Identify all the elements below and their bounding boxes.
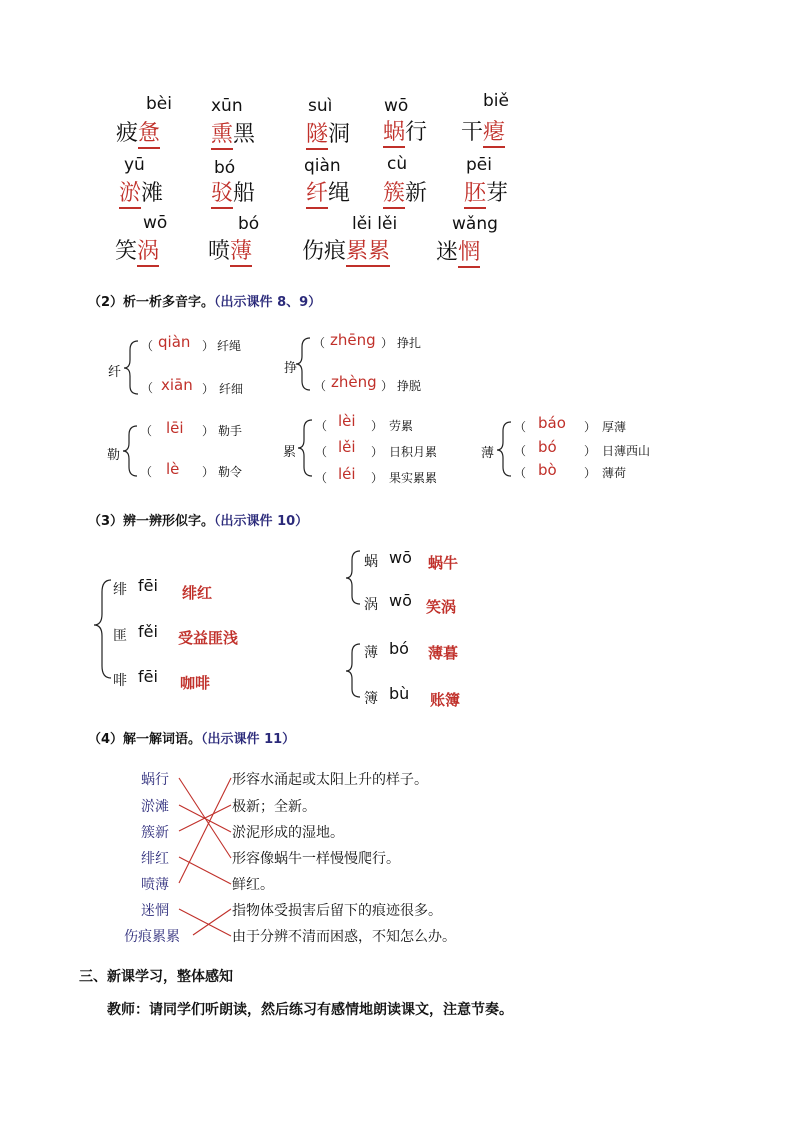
word: 薄荷 bbox=[602, 466, 627, 480]
similar-char: 匪 bbox=[113, 628, 127, 644]
brace bbox=[123, 426, 137, 476]
paren: （ bbox=[514, 466, 527, 480]
example-word: 受益匪浅 bbox=[178, 629, 239, 647]
term: 淤滩 bbox=[141, 799, 169, 815]
similar-char: 涡 bbox=[364, 597, 378, 613]
brace bbox=[346, 551, 360, 604]
pinyin: yū bbox=[124, 155, 145, 175]
pinyin: lēi bbox=[166, 419, 184, 437]
pinyin: wō bbox=[389, 591, 412, 610]
matching-lines bbox=[179, 778, 231, 936]
definition: 形容像蜗牛一样慢慢爬行。 bbox=[232, 851, 400, 867]
pinyin: wō bbox=[389, 548, 412, 567]
word: 驳船 bbox=[211, 176, 255, 207]
match-line bbox=[193, 909, 231, 935]
word: 纤绳 bbox=[306, 176, 350, 207]
definition: 由于分辨不清而困惑，不知怎么办。 bbox=[232, 929, 456, 945]
word: 勒令 bbox=[218, 465, 243, 479]
paren: （ bbox=[140, 424, 153, 438]
match-line bbox=[179, 909, 231, 936]
pinyin: lèi bbox=[338, 412, 356, 430]
paren: （ bbox=[141, 339, 154, 353]
word: 果实累累 bbox=[389, 471, 438, 485]
paragraph: 教师：请同学们听朗读，然后练习有感情地朗读课文，注意节奏。 bbox=[107, 1002, 513, 1018]
definition: 极新；全新。 bbox=[232, 799, 316, 815]
word: 纤绳 bbox=[217, 339, 242, 353]
section-heading: 三、新课学习，整体感知 bbox=[79, 969, 233, 985]
word: 厚薄 bbox=[602, 420, 627, 434]
paren: （ bbox=[313, 336, 326, 350]
example-word: 笑涡 bbox=[426, 598, 457, 616]
brace bbox=[94, 580, 111, 678]
word: 疲惫 bbox=[116, 116, 160, 147]
brace bbox=[296, 338, 310, 390]
pinyin: xūn bbox=[211, 96, 243, 116]
paren: ） bbox=[584, 420, 597, 434]
pinyin: biě bbox=[483, 91, 509, 111]
section-heading: （4）解一解词语。（出示课件 11） bbox=[88, 732, 296, 747]
brace bbox=[298, 420, 312, 476]
paren: （ bbox=[141, 381, 154, 395]
paren: （ bbox=[315, 419, 328, 433]
pinyin: bó bbox=[389, 639, 409, 658]
pinyin: pēi bbox=[466, 155, 492, 175]
paren: （ bbox=[140, 465, 153, 479]
pinyin: bù bbox=[389, 684, 410, 703]
pinyin: lè bbox=[166, 460, 180, 478]
pinyin: wǎng bbox=[452, 214, 498, 234]
term: 簇新 bbox=[141, 825, 169, 841]
brace bbox=[124, 341, 138, 394]
word: 日薄西山 bbox=[602, 444, 651, 458]
pinyin: bó bbox=[538, 438, 557, 456]
similar-char: 薄 bbox=[364, 645, 378, 661]
example-word: 薄暮 bbox=[428, 644, 459, 662]
paren: ） bbox=[202, 424, 215, 438]
pinyin: bèi bbox=[146, 94, 172, 114]
brace bbox=[346, 644, 360, 697]
word: 劳累 bbox=[389, 419, 414, 433]
pinyin: wō bbox=[384, 96, 409, 116]
paren: ） bbox=[584, 444, 597, 458]
example-word: 蜗牛 bbox=[428, 554, 459, 572]
paren: ） bbox=[371, 471, 384, 485]
pinyin: xiān bbox=[161, 376, 193, 394]
poly-char: 薄 bbox=[481, 446, 495, 461]
pinyin: lěi bbox=[338, 438, 356, 456]
word: 纤细 bbox=[219, 382, 244, 396]
word: 挣扎 bbox=[397, 336, 422, 350]
pinyin: qiàn bbox=[304, 156, 341, 176]
paren: （ bbox=[315, 445, 328, 459]
pinyin: wō bbox=[143, 213, 168, 233]
match-line bbox=[179, 778, 231, 883]
pinyin: fēi bbox=[138, 576, 158, 595]
poly-char: 纤 bbox=[108, 365, 122, 380]
pinyin: qiàn bbox=[158, 333, 191, 351]
word: 蜗行 bbox=[383, 115, 427, 146]
paren: ） bbox=[371, 419, 384, 433]
word: 日积月累 bbox=[389, 445, 438, 459]
paren: ） bbox=[381, 336, 394, 350]
word: 挣脱 bbox=[397, 379, 422, 393]
similar-char: 簿 bbox=[364, 691, 378, 707]
word: 熏黑 bbox=[211, 117, 255, 148]
pinyin: zhèng bbox=[331, 373, 377, 391]
brace bbox=[497, 422, 511, 476]
poly-char: 挣 bbox=[284, 361, 298, 376]
example-word: 咖啡 bbox=[180, 674, 211, 692]
example-word: 绯红 bbox=[182, 584, 213, 602]
word: 簇新 bbox=[383, 176, 427, 207]
paren: ） bbox=[371, 445, 384, 459]
paren: （ bbox=[314, 379, 327, 393]
poly-char: 累 bbox=[283, 445, 297, 460]
section-heading: （3）辨一辨形似字。（出示课件 10） bbox=[88, 514, 309, 529]
match-line bbox=[179, 857, 231, 884]
definition: 指物体受损害后留下的痕迹很多。 bbox=[232, 903, 442, 919]
word: 干瘪 bbox=[461, 115, 505, 146]
definition: 鲜红。 bbox=[232, 877, 274, 893]
term: 伤痕累累 bbox=[124, 929, 180, 945]
braces bbox=[94, 338, 511, 697]
pinyin: báo bbox=[538, 414, 566, 432]
pinyin: léi bbox=[338, 465, 356, 483]
similar-char: 蜗 bbox=[364, 554, 378, 570]
paren: ） bbox=[381, 379, 394, 393]
word: 胚芽 bbox=[464, 176, 508, 207]
term: 绯红 bbox=[141, 851, 169, 867]
pinyin: bó bbox=[238, 214, 260, 234]
paren: （ bbox=[514, 420, 527, 434]
pinyin: zhēng bbox=[330, 331, 376, 349]
term: 喷薄 bbox=[141, 877, 169, 893]
pinyin: lěi lěi bbox=[352, 214, 398, 234]
definition: 淤泥形成的湿地。 bbox=[232, 825, 344, 841]
word: 隧洞 bbox=[306, 117, 350, 148]
pinyin: bó bbox=[214, 158, 236, 178]
pinyin: bò bbox=[538, 461, 557, 479]
word: 笑涡 bbox=[115, 234, 159, 265]
pinyin: fēi bbox=[138, 667, 158, 686]
paren: （ bbox=[315, 471, 328, 485]
pinyin: suì bbox=[308, 96, 333, 116]
pinyin: cù bbox=[387, 154, 408, 174]
word: 迷惘 bbox=[436, 235, 480, 266]
term: 迷惘 bbox=[141, 903, 169, 919]
paren: ） bbox=[202, 465, 215, 479]
example-word: 账簿 bbox=[430, 691, 461, 709]
paren: ） bbox=[584, 466, 597, 480]
word: 淤滩 bbox=[119, 176, 163, 207]
definition: 形容水涌起或太阳上升的样子。 bbox=[232, 772, 428, 788]
word: 勒手 bbox=[218, 424, 243, 438]
pinyin: fěi bbox=[138, 622, 158, 641]
poly-char: 勒 bbox=[107, 448, 121, 463]
word: 伤痕累累 bbox=[302, 234, 390, 265]
section-heading: （2）析一析多音字。（出示课件 8、9） bbox=[88, 295, 322, 310]
word: 喷薄 bbox=[208, 234, 252, 265]
term: 蜗行 bbox=[141, 772, 169, 788]
similar-char: 啡 bbox=[113, 673, 127, 689]
paren: ） bbox=[202, 339, 215, 353]
paren: ） bbox=[202, 382, 215, 396]
paren: （ bbox=[514, 444, 527, 458]
similar-char: 绯 bbox=[113, 582, 127, 598]
